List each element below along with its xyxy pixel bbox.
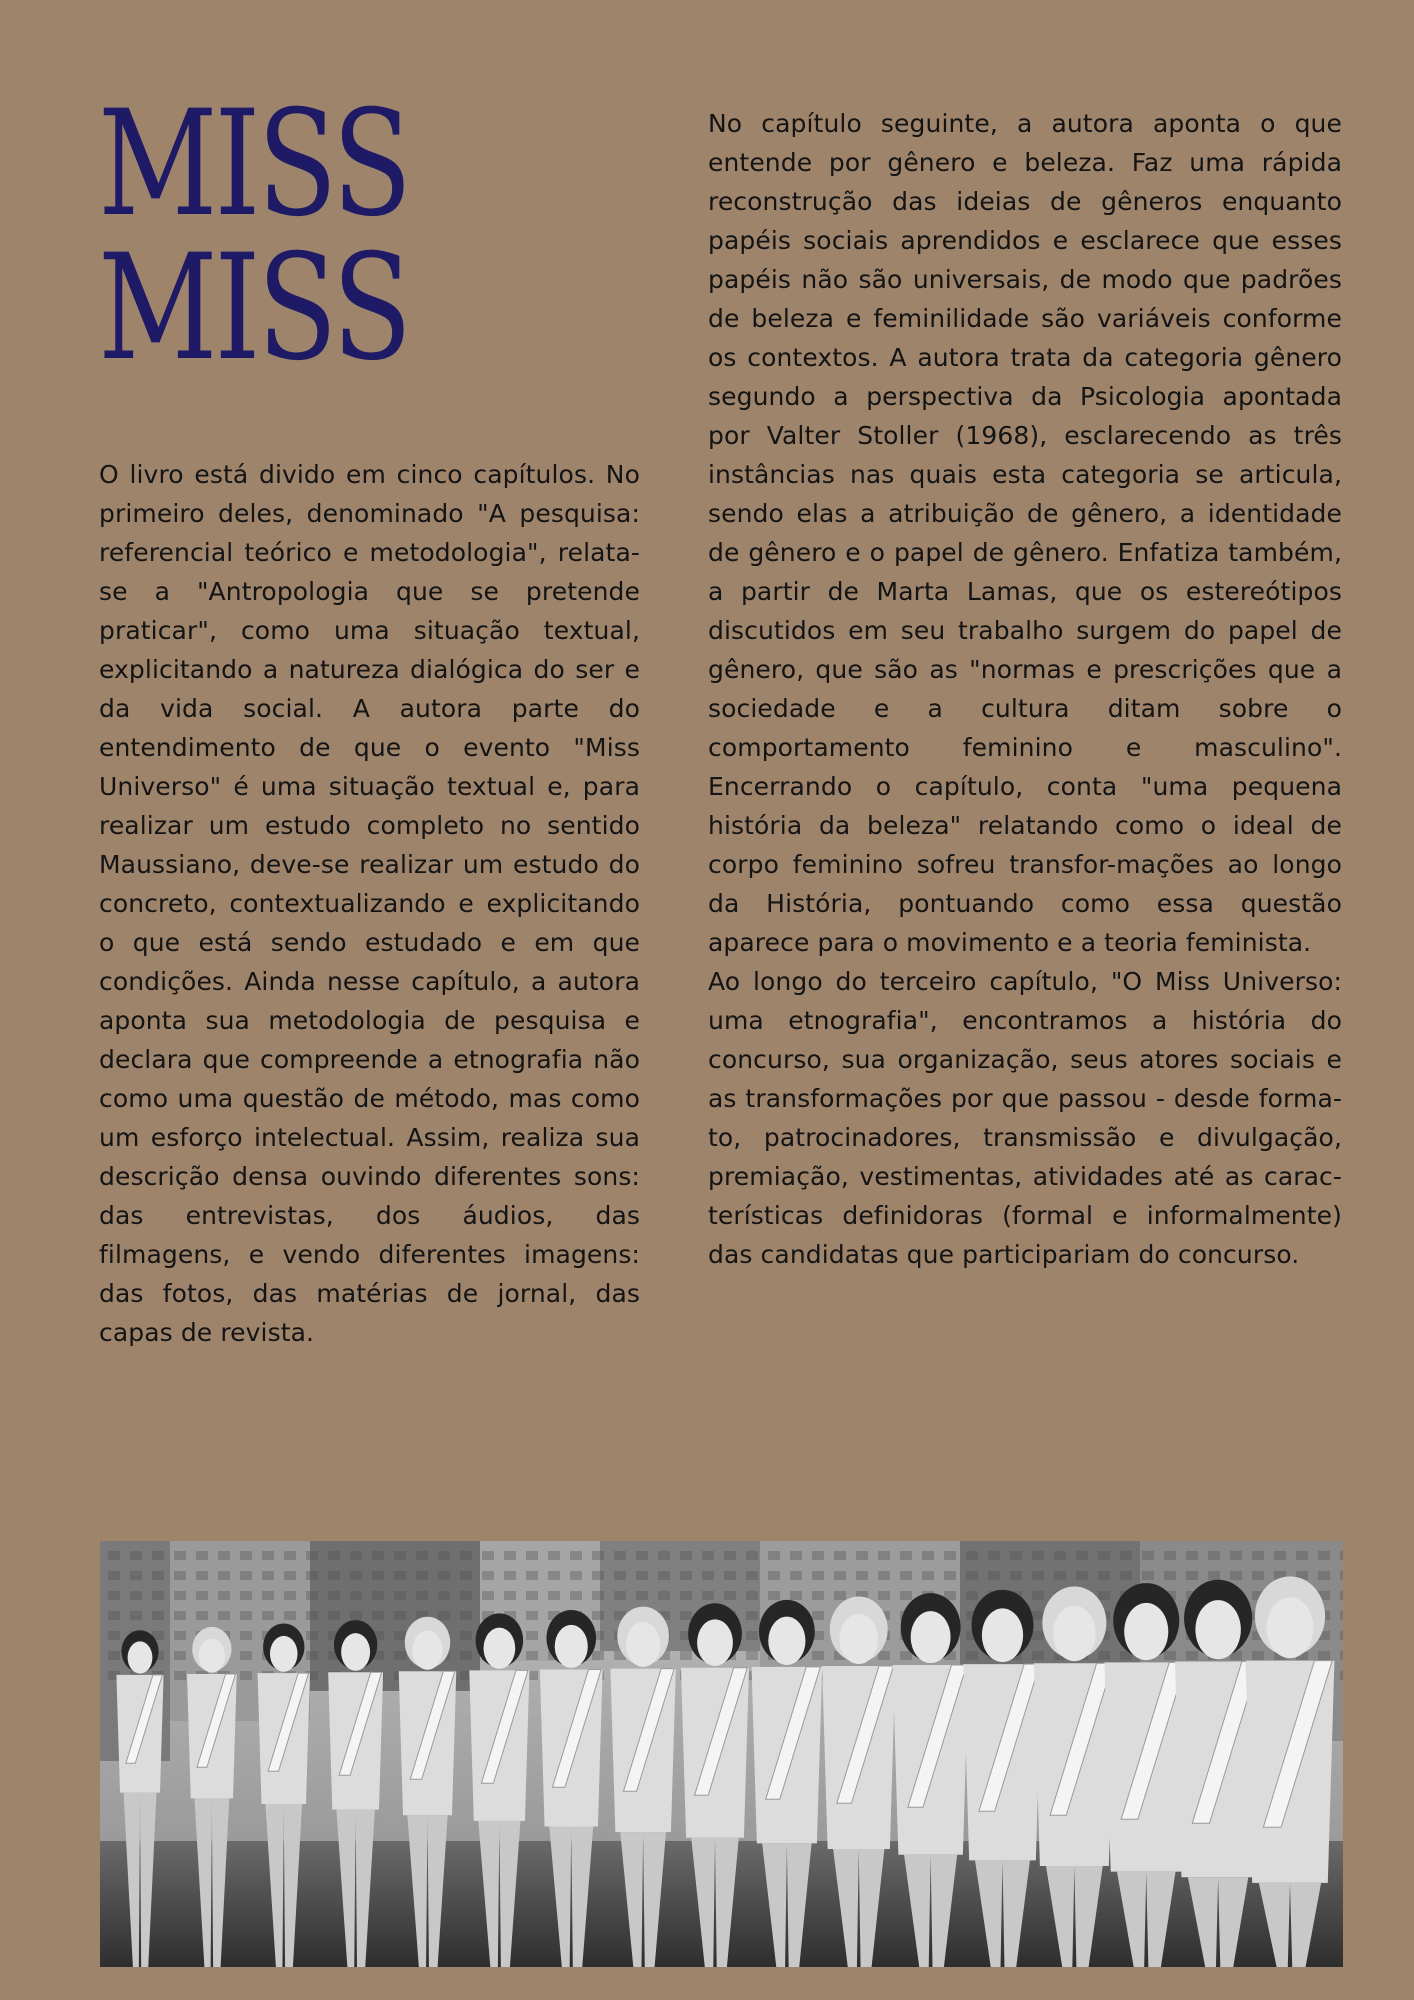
contestants-photo-graphic [100,1541,1343,1967]
contestants-photo [100,1541,1343,1967]
right-text-column [708,104,1342,1274]
title-line-2: MISS [98,223,409,393]
title-line-1: MISS [98,79,409,249]
left-paragraph: O livro está divido em cinco capítulos. No primeiro deles, denominado "A pesquisa: referencial teórico e metodologia", relata-se a "Antropologia que se pretende praticar", como uma situação textual, explicitando a natureza dialógica do ser e da vida social. A autora parte do entendimento de que o evento "Miss Universo" é uma situação textual e, para realizar um estudo completo no sentido Maussiano, deve-se realizar um estudo do concreto, contextualizando e explicitando o que está sendo estudado e em que condições. Ainda nesse capítulo, a autora aponta sua metodologia de pesquisa e declara que compreende a etnografia não como uma questão de método, mas como um esforço intelectual. Assim, realiza sua descrição densa ouvindo diferentes sons: das entrevistas, dos áudios, das filmagens, e vendo diferentes imagens: das fotos, das matérias de jornal, das capas de revista. [99,460,640,1347]
page-title [98,79,618,393]
right-paragraph-1: No capítulo seguinte, a autora aponta o que entende por gênero e beleza. Faz uma rápida reconstrução das ideias de gêneros enquanto papéis sociais aprendidos e esclarece que esses papéis não são universais, de modo que padrões de beleza e feminilidade são variáveis conforme os contextos. A autora trata da categoria gênero segundo a perspectiva da Psicologia apontada por Valter Stoller (1968), esclarecendo as três instâncias nas quais esta categoria se articula, sendo elas a atribuição de gênero, a identidade de gênero e o papel de gênero. Enfatiza também, a partir de Marta Lamas, que os estereótipos discutidos em seu trabalho surgem do papel de gênero, que são as "normas e prescrições que a sociedade e a cultura ditam sobre o comportamento feminino e masculino". Encerrando o capítulo, conta "uma pequena história da beleza" relatando como o ideal de corpo feminino sofreu transfor-mações ao longo da História, pontuando como essa questão aparece para o movimento e a teoria feminista. [708,109,1342,957]
left-text-column [99,455,640,1352]
right-paragraph-2: Ao longo do terceiro capítulo, "O Miss Universo: uma etnografia", encontramos a história do concurso, sua organização, seus atores sociais e as transformações por que passou - desde forma-to, patrocinadores, transmissão e divulgação, premiação, vestimentas, atividades até as carac-terísticas definidoras (formal e informalmente) das candidatas que participariam do concurso. [708,967,1342,1269]
